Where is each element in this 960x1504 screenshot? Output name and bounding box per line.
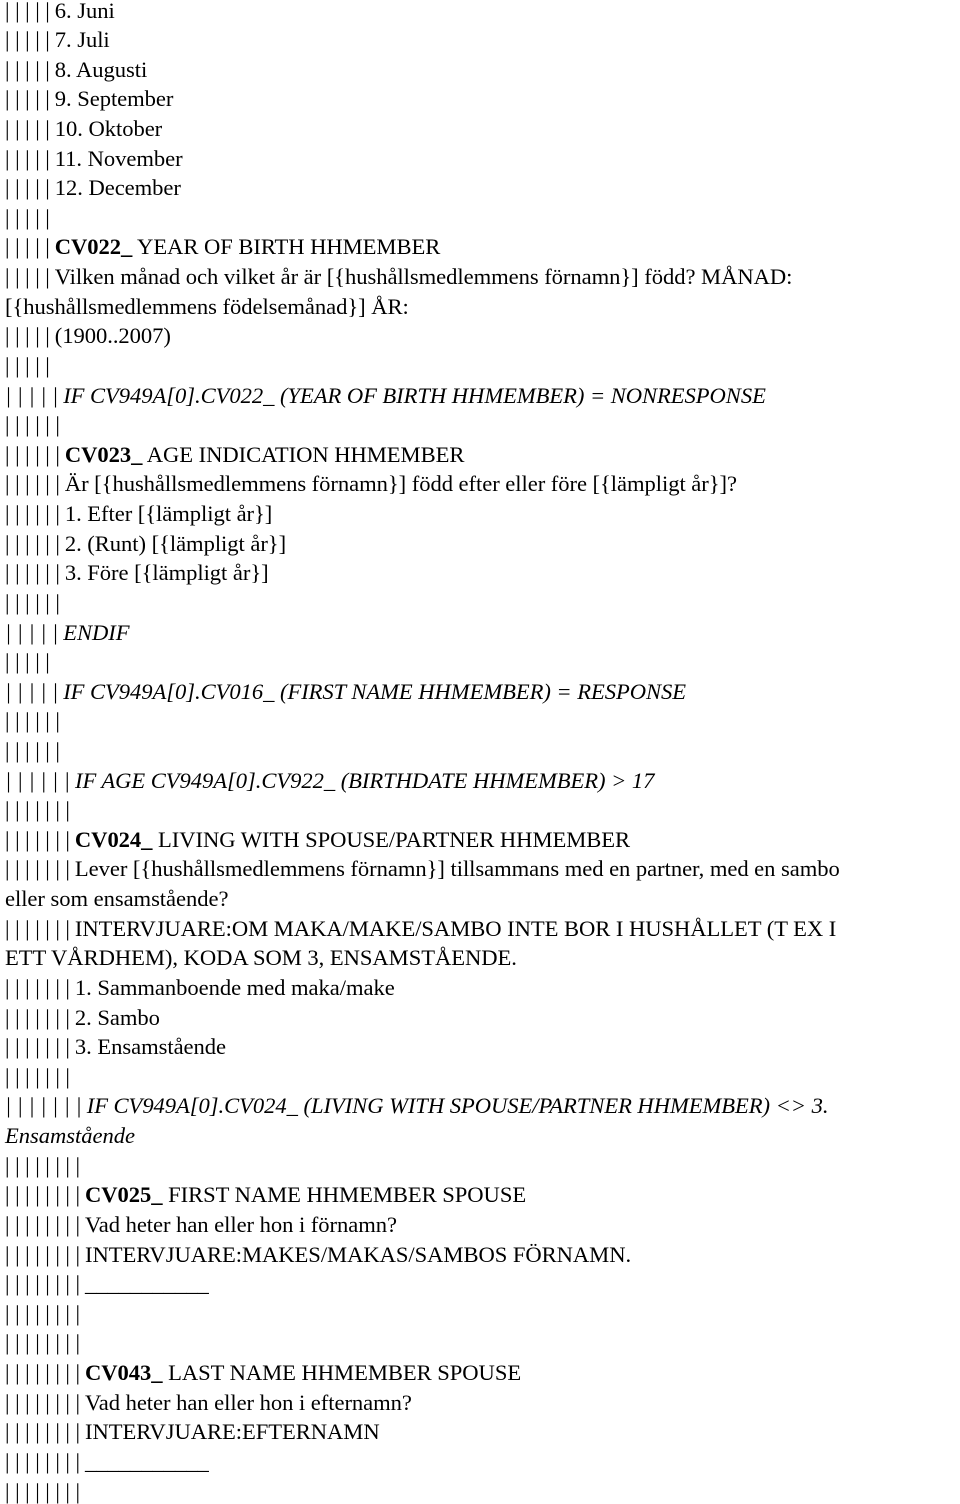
nesting-bars: | | | | | [5, 145, 50, 171]
nesting-bars: | | | | | [5, 649, 50, 675]
nesting-bars: | | | | | | | | [5, 1330, 80, 1356]
document-line [5, 826, 631, 852]
document-line [5, 858, 840, 881]
line-text: 3. Före [{lämpligt år}] [64, 560, 269, 586]
nesting-bars: | | | | | | [5, 738, 60, 763]
document-line [5, 1095, 828, 1118]
nesting-bars: | | | | | | | | [5, 1300, 80, 1326]
nesting-bars: | | | | | [5, 234, 50, 260]
document-line [5, 0, 115, 22]
line-text: eller som ensamstående? [5, 886, 229, 912]
document-line [5, 293, 409, 319]
line-text: 2. Sambo [74, 1004, 160, 1030]
question-id: CV043_ [84, 1360, 163, 1386]
document-line [5, 710, 65, 733]
document-line [5, 266, 792, 289]
nesting-bars: | | | | | | | [5, 1063, 70, 1089]
nesting-bars: | | | | | | [5, 501, 60, 527]
document-line [5, 1478, 85, 1504]
document-line [5, 352, 55, 378]
nesting-bars: | | | | | | [5, 560, 60, 586]
line-text: (1900..2007) [54, 323, 171, 349]
nesting-bars: | | | | | [5, 56, 50, 82]
document-line [5, 1004, 160, 1030]
nesting-bars: | | | | | | | | [5, 1271, 80, 1297]
nesting-bars: | | | | | | | | [5, 1448, 80, 1474]
question-id: CV025_ [84, 1182, 163, 1208]
document-line [5, 1421, 380, 1444]
line-text: LAST NAME HHMEMBER SPOUSE [162, 1360, 522, 1386]
nesting-bars: | | | | | | [5, 441, 60, 467]
document-line [5, 473, 737, 496]
nesting-bars: | | | | | [5, 352, 50, 378]
line-text: 9. September [54, 86, 174, 112]
document-line [5, 56, 148, 82]
line-text: INTERVJUARE:MAKES/MAKAS/SAMBOS FÖRNAMN. [84, 1241, 632, 1267]
document-line [5, 1300, 85, 1326]
question-id: CV022_ [54, 234, 133, 260]
document-line [5, 740, 65, 763]
nesting-bars: | | | | | | [5, 708, 60, 734]
line-text: 2. (Runt) [{lämpligt år}] [64, 530, 287, 556]
document-line [5, 1063, 75, 1089]
routing-condition: ENDIF [63, 619, 130, 645]
nesting-bars: | | | | | | | [5, 856, 70, 882]
nesting-bars: | | | | | [5, 0, 50, 23]
line-text: 6. Juni [54, 0, 115, 23]
nesting-bars: | | | | | | | [5, 797, 70, 823]
document-line [5, 88, 173, 111]
document-line [5, 503, 272, 526]
line-text: Lever [{hushållsmedlemmens förnamn}] tillsammans med en partner, med en sambo [74, 856, 840, 882]
line-text: 1. Efter [{lämpligt år}] [64, 501, 273, 527]
nesting-bars: | | | | | | [5, 589, 60, 615]
line-text: 3. Ensamstående [74, 1034, 226, 1060]
nesting-bars: | | | | | [5, 115, 50, 141]
document-line [5, 651, 55, 674]
routing-condition: IF AGE CV949A[0].CV922_ (BIRTHDATE HHMEMBER) > 17 [74, 767, 655, 793]
document-line [5, 915, 837, 941]
document-line [5, 619, 130, 645]
nesting-bars: | | | | | [5, 264, 50, 290]
nesting-bars: | | | | | | | | [5, 1152, 80, 1178]
nesting-bars: | | | | | | | [5, 1004, 70, 1030]
nesting-bars: | | | | | | | [5, 1093, 82, 1119]
line-text: ___________ [84, 1271, 209, 1297]
document-line [5, 947, 517, 970]
document-line [5, 1332, 85, 1355]
document-line [5, 589, 65, 615]
document-line [5, 1036, 226, 1059]
document-line [5, 562, 269, 585]
line-text: Vad heter han eller hon i förnamn? [84, 1211, 397, 1237]
document-line [5, 414, 65, 437]
line-text: 7. Juli [54, 27, 110, 53]
document-line [5, 1152, 85, 1178]
document-line [5, 145, 183, 171]
nesting-bars: | | | | | | | | [5, 1241, 80, 1267]
document-line [5, 325, 171, 348]
document-line [5, 236, 440, 259]
nesting-bars: | | | | | | | | [5, 1389, 80, 1415]
nesting-bars: | | | | | | | [5, 826, 70, 852]
line-text: AGE INDICATION HHMEMBER [142, 441, 465, 467]
document-line [5, 382, 766, 408]
document-line [5, 974, 395, 1000]
document-line [5, 204, 55, 230]
nesting-bars: | | | | | [5, 27, 50, 53]
line-text: FIRST NAME HHMEMBER SPOUSE [162, 1182, 527, 1208]
line-text: Är [{hushållsmedlemmens förnamn}] född efter eller före [{lämpligt år}]? [64, 471, 738, 497]
question-id: CV023_ [64, 441, 143, 467]
document-line [5, 530, 287, 556]
document-line [5, 678, 687, 704]
line-text: LIVING WITH SPOUSE/PARTNER HHMEMBER [152, 826, 631, 852]
line-text: 1. Sammanboende med maka/make [74, 974, 395, 1000]
routing-condition: IF CV949A[0].CV016_ (FIRST NAME HHMEMBER) = RESPONSE [63, 678, 687, 704]
document-line [5, 1125, 135, 1148]
nesting-bars: | | | | | | [5, 530, 60, 556]
routing-condition: IF CV949A[0].CV024_ (LIVING WITH SPOUSE/PARTNER HHMEMBER) <> 3. [86, 1093, 829, 1119]
document-line [5, 1362, 521, 1385]
line-text: 12. December [54, 175, 181, 201]
document-line [5, 115, 163, 141]
document-line [5, 767, 655, 793]
document-line [5, 29, 110, 52]
nesting-bars: | | | | | | [5, 767, 70, 793]
nesting-bars: | | | | | | | | [5, 1478, 80, 1504]
line-text: Vilken månad och vilket år är [{hushållsmedlemmens förnamn}] född? MÅNAD: [54, 264, 793, 290]
nesting-bars: | | | | | | [5, 471, 60, 497]
line-text: [{hushållsmedlemmens födelsemånad}] ÅR: [5, 293, 409, 319]
document-line [5, 177, 181, 200]
line-text: INTERVJUARE:EFTERNAMN [84, 1419, 380, 1445]
line-text: 10. Oktober [54, 115, 163, 141]
nesting-bars: | | | | | | | | [5, 1211, 80, 1237]
nesting-bars: | | | | | | | | [5, 1419, 80, 1445]
line-text: YEAR OF BIRTH HHMEMBER [132, 234, 441, 260]
nesting-bars: | | | | | | | | [5, 1182, 80, 1208]
document-line [5, 1211, 397, 1237]
document-line [5, 799, 75, 822]
nesting-bars: | | | | | | | [5, 1034, 70, 1060]
document-line [5, 1184, 526, 1207]
nesting-bars: | | | | | | | [5, 915, 70, 941]
line-text: ETT VÅRDHEM), KODA SOM 3, ENSAMSTÅENDE. [5, 945, 517, 971]
nesting-bars: | | | | | [5, 323, 50, 349]
line-text: INTERVJUARE:OM MAKA/MAKE/SAMBO INTE BOR I HUSHÅLLET (T EX I [74, 915, 837, 941]
routing-condition: IF CV949A[0].CV022_ (YEAR OF BIRTH HHMEMBER) = NONRESPONSE [63, 382, 766, 408]
line-text: 8. Augusti [54, 56, 148, 82]
nesting-bars: | | | | | [5, 175, 50, 201]
nesting-bars: | | | | | | | [5, 974, 70, 1000]
nesting-bars: | | | | | | [5, 412, 60, 438]
routing-condition: Ensamstående [5, 1123, 135, 1149]
nesting-bars: | | | | | [5, 619, 59, 645]
document-line [5, 1273, 209, 1296]
document-line [5, 1241, 632, 1267]
document-line [5, 1389, 412, 1415]
line-text: Vad heter han eller hon i efternamn? [84, 1389, 412, 1415]
document-line [5, 441, 465, 467]
document-line [5, 1448, 209, 1474]
nesting-bars: | | | | | [5, 382, 59, 408]
nesting-bars: | | | | | [5, 678, 59, 704]
nesting-bars: | | | | | [5, 86, 50, 112]
line-text: ___________ [84, 1448, 209, 1474]
nesting-bars: | | | | | | | | [5, 1360, 80, 1386]
line-text: 11. November [54, 145, 183, 171]
document-line [5, 888, 228, 911]
question-id: CV024_ [74, 826, 153, 852]
nesting-bars: | | | | | [5, 204, 50, 230]
